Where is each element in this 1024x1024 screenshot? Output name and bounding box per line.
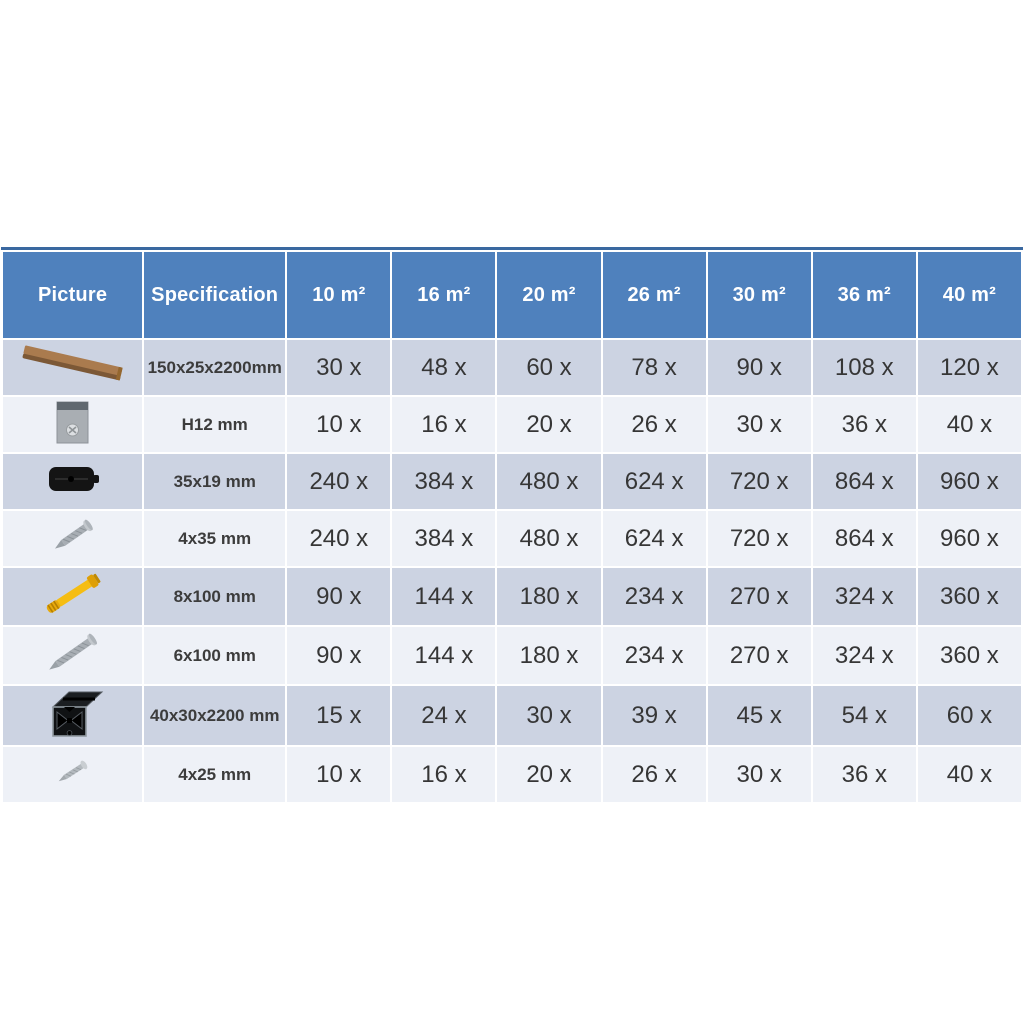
qty-cell: 39 x	[603, 686, 706, 745]
picture-cell	[3, 568, 142, 625]
table-row	[3, 511, 1021, 566]
spec-cell: 40x30x2200 mm	[144, 686, 285, 745]
qty-cell: 40 x	[918, 397, 1021, 452]
qty-cell: 270 x	[708, 568, 811, 625]
qty-cell: 360 x	[918, 627, 1021, 684]
spec-cell: H12 mm	[144, 397, 285, 452]
table-row	[3, 747, 1021, 802]
header-picture: Picture	[3, 252, 142, 338]
qty-cell: 60 x	[497, 340, 600, 395]
header-30m2: 30 m²	[708, 252, 811, 338]
qty-cell: 960 x	[918, 454, 1021, 509]
qty-cell: 48 x	[392, 340, 495, 395]
qty-cell: 324 x	[813, 568, 916, 625]
picture-cell	[3, 397, 142, 452]
qty-cell: 384 x	[392, 511, 495, 566]
qty-cell: 864 x	[813, 511, 916, 566]
qty-cell: 720 x	[708, 511, 811, 566]
table-row	[3, 568, 1021, 625]
qty-cell: 10 x	[287, 397, 390, 452]
qty-cell: 480 x	[497, 454, 600, 509]
qty-cell: 480 x	[497, 511, 600, 566]
joist-profile-icon	[42, 687, 104, 739]
spec-cell: 4x35 mm	[144, 511, 285, 566]
header-specification: Specification	[144, 252, 285, 338]
qty-cell: 40 x	[918, 747, 1021, 802]
picture-cell	[3, 511, 142, 566]
screw-4x35-icon	[47, 512, 99, 560]
spec-cell: 150x25x2200mm	[144, 340, 285, 395]
header-16m2: 16 m²	[392, 252, 495, 338]
picture-cell	[3, 340, 142, 395]
qty-cell: 30 x	[287, 340, 390, 395]
table-row	[3, 454, 1021, 509]
picture-cell	[3, 686, 142, 745]
header-40m2: 40 m²	[918, 252, 1021, 338]
table-row	[3, 340, 1021, 395]
plug-screw-8x100-icon	[37, 569, 109, 619]
header-20m2: 20 m²	[497, 252, 600, 338]
qty-cell: 864 x	[813, 454, 916, 509]
qty-cell: 90 x	[287, 568, 390, 625]
qty-cell: 960 x	[918, 511, 1021, 566]
qty-cell: 78 x	[603, 340, 706, 395]
spec-table	[1, 247, 1023, 804]
qty-cell: 10 x	[287, 747, 390, 802]
mounting-clip-icon	[42, 462, 104, 496]
qty-cell: 234 x	[603, 627, 706, 684]
spec-cell: 4x25 mm	[144, 747, 285, 802]
qty-cell: 15 x	[287, 686, 390, 745]
qty-cell: 20 x	[497, 747, 600, 802]
qty-cell: 720 x	[708, 454, 811, 509]
qty-cell: 240 x	[287, 454, 390, 509]
qty-cell: 624 x	[603, 454, 706, 509]
qty-cell: 240 x	[287, 511, 390, 566]
qty-cell: 26 x	[603, 397, 706, 452]
qty-cell: 108 x	[813, 340, 916, 395]
qty-cell: 30 x	[708, 747, 811, 802]
decking-board-icon	[14, 343, 132, 387]
qty-cell: 26 x	[603, 747, 706, 802]
qty-cell: 90 x	[287, 627, 390, 684]
qty-cell: 90 x	[708, 340, 811, 395]
qty-cell: 144 x	[392, 568, 495, 625]
header-10m2: 10 m²	[287, 252, 390, 338]
qty-cell: 16 x	[392, 747, 495, 802]
screw-6x100-icon	[41, 628, 105, 678]
header-26m2: 26 m²	[603, 252, 706, 338]
qty-cell: 360 x	[918, 568, 1021, 625]
qty-cell: 624 x	[603, 511, 706, 566]
qty-cell: 30 x	[497, 686, 600, 745]
qty-cell: 60 x	[918, 686, 1021, 745]
starter-clip-icon	[52, 399, 94, 446]
qty-cell: 144 x	[392, 627, 495, 684]
qty-cell: 234 x	[603, 568, 706, 625]
table-row	[3, 686, 1021, 745]
table-row	[3, 397, 1021, 452]
qty-cell: 54 x	[813, 686, 916, 745]
qty-cell: 324 x	[813, 627, 916, 684]
spec-cell: 35x19 mm	[144, 454, 285, 509]
qty-cell: 270 x	[708, 627, 811, 684]
picture-cell	[3, 454, 142, 509]
qty-cell: 20 x	[497, 397, 600, 452]
qty-cell: 384 x	[392, 454, 495, 509]
qty-cell: 180 x	[497, 568, 600, 625]
header-row	[3, 252, 1021, 338]
qty-cell: 45 x	[708, 686, 811, 745]
qty-cell: 16 x	[392, 397, 495, 452]
qty-cell: 180 x	[497, 627, 600, 684]
qty-cell: 30 x	[708, 397, 811, 452]
table-row	[3, 627, 1021, 684]
qty-cell: 36 x	[813, 747, 916, 802]
qty-cell: 36 x	[813, 397, 916, 452]
spec-cell: 6x100 mm	[144, 627, 285, 684]
screw-4x25-icon	[50, 752, 96, 792]
picture-cell	[3, 627, 142, 684]
qty-cell: 120 x	[918, 340, 1021, 395]
header-36m2: 36 m²	[813, 252, 916, 338]
spec-cell: 8x100 mm	[144, 568, 285, 625]
qty-cell: 24 x	[392, 686, 495, 745]
picture-cell	[3, 747, 142, 802]
